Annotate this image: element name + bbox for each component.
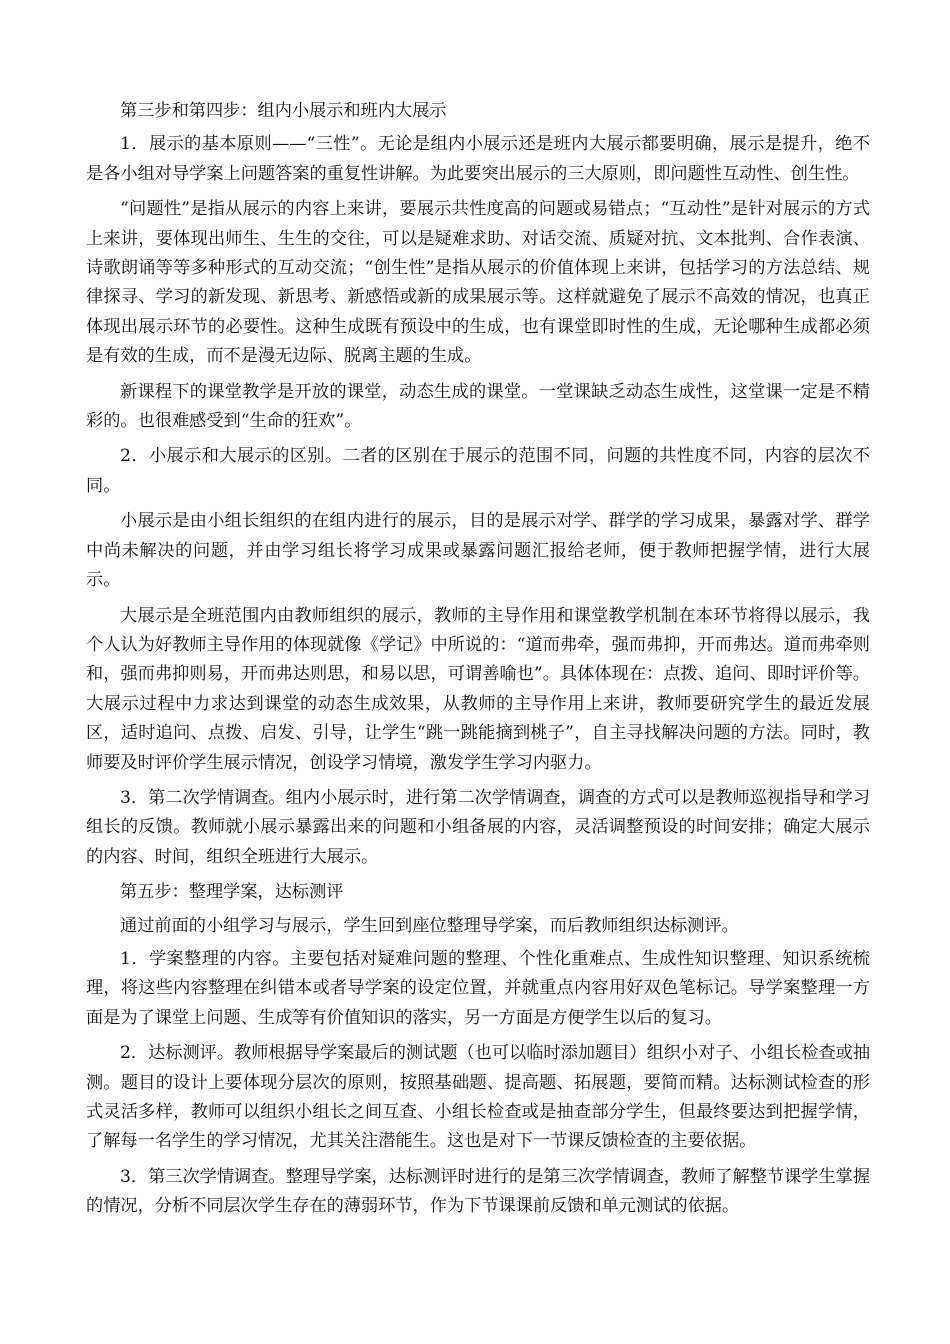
section-heading-step-5: 第五步：整理学案，达标测评	[120, 882, 344, 903]
paragraph-three-properties: “问题性”是指从展示的内容上来讲，要展示共性度高的问题或易错点；“互动性”是针对展示的方式上来讲，要体现出师生、生生的交往，可以是疑难求助、对话交流、质疑对抗、文本批判、合作表演、诗歌朗诵等等多种形式的互动交流；“创生性”是指从展示的价值体现上来讲，包括学习的方法总结、规律探寻、学习的新发现、新思考、新感悟或新的成果展示等。这样就避免了展示不高效的情况，也真正体现出展示环节的必要性。这种生成既有预设中的生成，也有课堂即时性的生成，无论哪种生成都必须是有效的生成，而不是漫无边际、脱离主题的生成。	[86, 199, 870, 367]
paragraph-principles: 1．展示的基本原则——“三性”。无论是组内小展示还是班内大展示都要明确，展示是提升，绝不是各小组对导学案上问题答案的重复性讲解。为此要突出展示的三大原则，即问题性互动性、创生性。	[86, 134, 870, 184]
paragraph-large-display: 大展示是全班范围内由教师组织的展示，教师的主导作用和课堂教学机制在本环节将得以展示，我个人认为好教师主导作用的体现就像《学记》中所说的：“道而弗牵，强而弗抑，开而弗达。道而弗牵则和，强而弗抑则易，开而弗达则思，和易以思，可谓善喻也”。具体体现在：点拨、追问、即时评价等。大展示过程中力求达到课堂的动态生成效果，从教师的主导作用上来讲，教师要研究学生的最近发展区，适时追问、点拨、启发、引导，让学生“跳一跳能摘到桃子”，自主寻找解决问题的方法。同时，教师要及时评价学生展示情况，创设学习情境，激发学生学习内驱力。	[86, 605, 870, 773]
paragraph-organize-content: 1．学案整理的内容。主要包括对疑难问题的整理、个性化重难点、生成性知识整理、知识系统梳理，将这些内容整理在纠错本或者导学案的设定位置，并就重点内容用好双色笔标记。导学案整理一方面是为了课堂上问题、生成等有价值知识的落实，另一方面是方便学生以后的复习。	[86, 948, 870, 1028]
paragraph-difference: 2．小展示和大展示的区别。二者的区别在于展示的范围不同，问题的共性度不同，内容的层次不同。	[86, 446, 870, 496]
paragraph-assessment: 2．达标测评。教师根据导学案最后的测试题（也可以临时添加题目）组织小对子、小组长检查或抽测。题目的设计上要体现分层次的原则，按照基础题、提高题、拓展题，要简而精。达标测试检查的形式灵活多样，教师可以组织小组长之间互查、小组长检查或是抽查部分学生，但最终要达到把握学情，了解每一名学生的学习情况，尤其关注潜能生。这也是对下一节课反馈检查的主要依据。	[86, 1043, 871, 1152]
paragraph-organize-intro: 通过前面的小组学习与展示，学生回到座位整理导学案，而后教师组织达标测评。	[120, 915, 739, 936]
paragraph-small-display: 小展示是由小组长组织的在组内进行的展示，目的是展示对学、群学的学习成果，暴露对学、群学中尚未解决的问题，并由学习组长将学习成果或暴露问题汇报给老师，便于教师把握学情，进行大展示。	[86, 511, 870, 591]
section-heading-step-3-4: 第三步和第四步：组内小展示和班内大展示	[120, 101, 447, 121]
paragraph-new-curriculum: 新课程下的课堂教学是开放的课堂，动态生成的课堂。一堂课缺乏动态生成性，这堂课一定是不精彩的。也很难感受到“生命的狂欢”。	[86, 381, 870, 432]
paragraph-third-survey: 3．第三次学情调查。整理导学案，达标测评时进行的是第三次学情调查，教师了解整节课学生掌握的情况，分析不同层次学生存在的薄弱环节，作为下节课课前反馈和单元测试的依据。	[86, 1166, 871, 1217]
paragraph-second-survey: 3．第二次学情调查。组内小展示时，进行第二次学情调查，调查的方式可以是教师巡视指导和学习组长的反馈。教师就小展示暴露出来的问题和小组备展的内容，灵活调整预设的时间安排；确定大展示的内容、时间，组织全班进行大展示。	[86, 787, 871, 867]
document-body	[86, 97, 870, 1228]
